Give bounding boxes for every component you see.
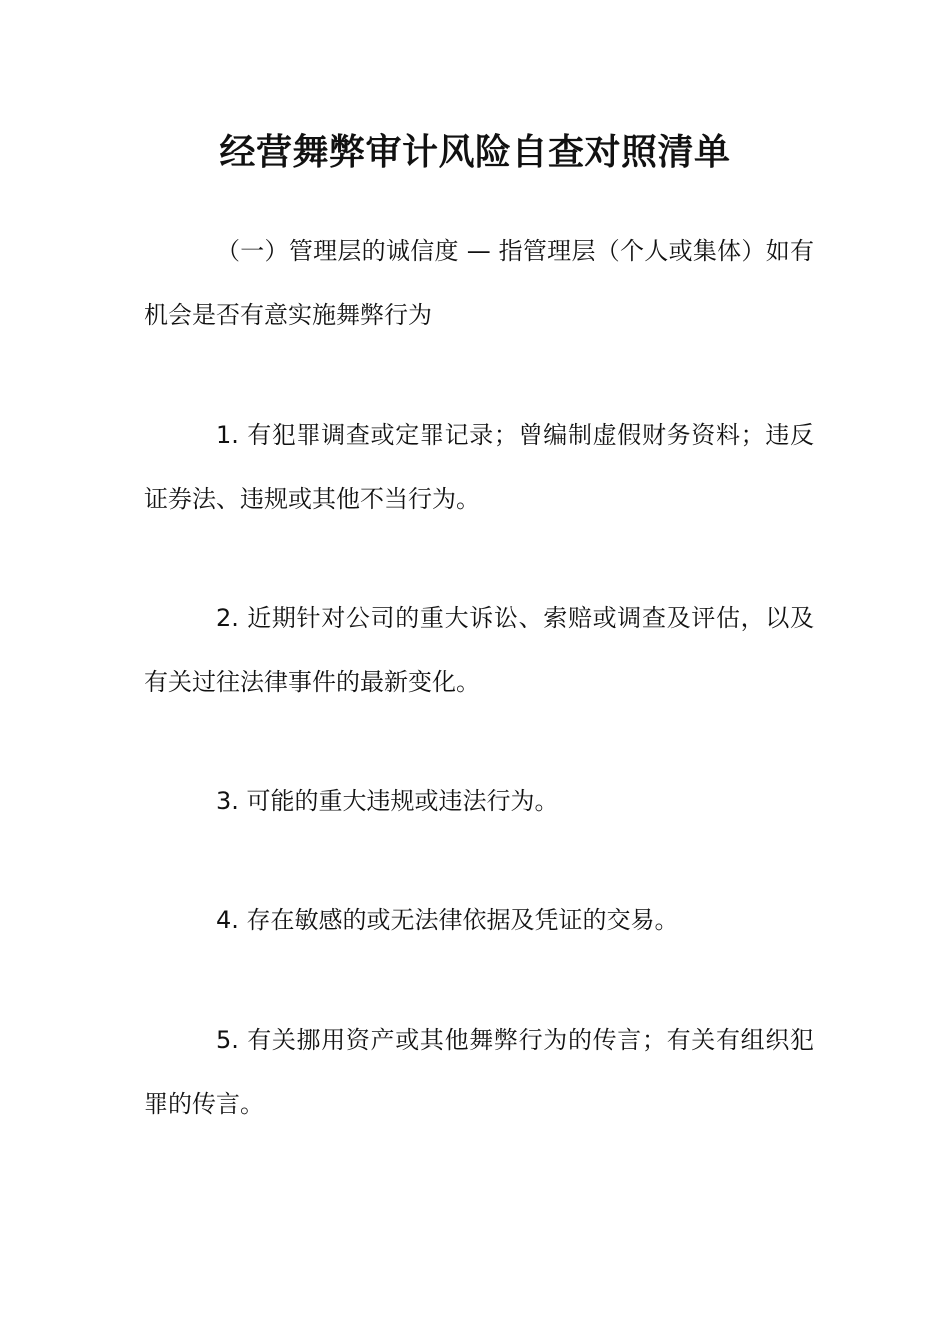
checklist-item-1: 1. 有犯罪调查或定罪记录；曾编制虚假财务资料；违反证券法、违规或其他不当行为。 (144, 421, 814, 513)
checklist-item-5: 5. 有关挪用资产或其他舞弊行为的传言；有关有组织犯罪的传言。 (144, 1026, 814, 1118)
checklist-item-4: 4. 存在敏感的或无法律依据及凭证的交易。 (216, 906, 679, 934)
document-title: 经营舞弊审计风险自查对照清单 (219, 131, 731, 173)
checklist-item-3: 3. 可能的重大违规或违法行为。 (216, 787, 559, 815)
section-heading: （一）管理层的诚信度 — 指管理层（个人或集体）如有机会是否有意实施舞弊行为 (144, 237, 814, 329)
checklist-item-2: 2. 近期针对公司的重大诉讼、索赔或调查及评估，以及有关过往法律事件的最新变化。 (144, 604, 814, 696)
